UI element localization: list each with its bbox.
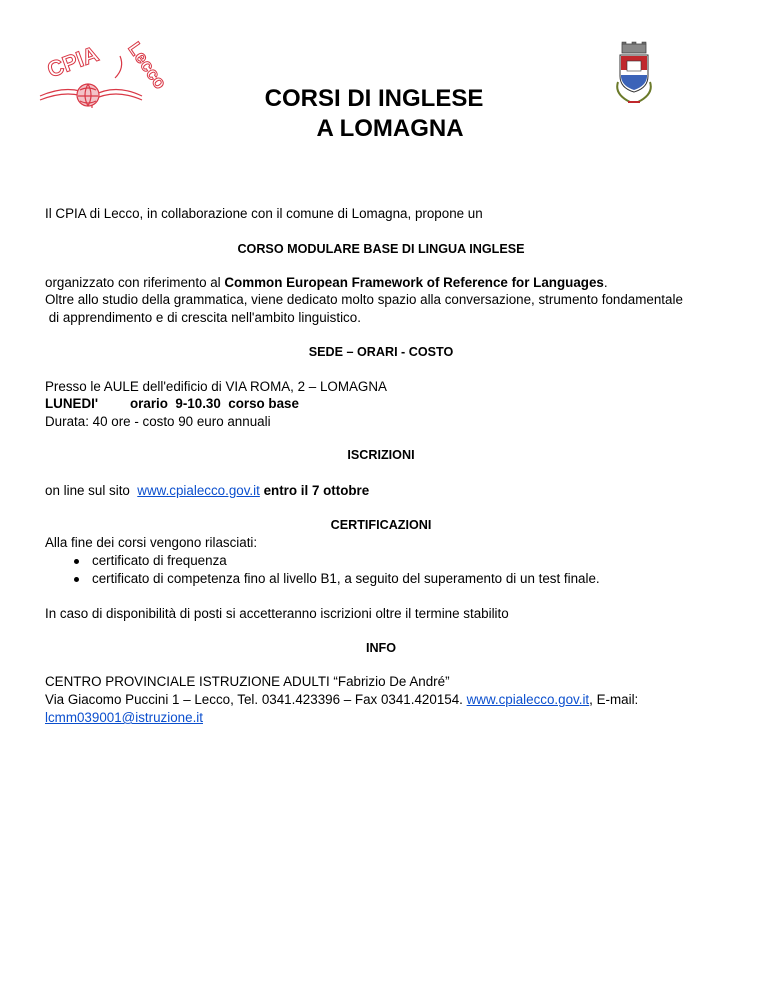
iscrizioni-line [45,482,369,500]
svg-text:Lecco: Lecco [124,38,171,93]
email-label: , E-mail: [589,692,639,707]
framework-suffix: . [603,275,608,290]
sede-address: Presso le AULE dell'edificio di VIA ROMA, 2 – LOMAGNA [45,379,387,394]
info-center-name: CENTRO PROVINCIALE ISTRUZIONE ADULTI “Fabrizio De André” [45,674,450,689]
description-line-1: Oltre allo studio della grammatica, viene dedicato molto spazio alla conversazione, strumento fondamentale [45,292,683,307]
page-title-line-1: CORSI DI INGLESE [264,85,484,112]
iscrizioni-heading: ISCRIZIONI [347,448,415,462]
svg-text:CPIA: CPIA [43,40,102,83]
website-link[interactable]: www.cpialecco.gov.it [137,483,260,498]
day-label: LUNEDI' [45,396,99,411]
schedule-text: orario 9-10.30 corso base [130,396,299,411]
sede-heading: SEDE – ORARI - COSTO [308,345,454,359]
page-title-line-2: A LOMAGNA [316,115,464,142]
email-link[interactable]: lcmm039001@istruzione.it [45,710,203,725]
info-address: Via Giacomo Puccini 1 – Lecco, Tel. 0341.423396 – Fax 0341.420154. [45,692,467,707]
email-line [45,709,203,727]
deadline-text: entro il 7 ottobre [259,483,370,498]
course-heading: CORSO MODULARE BASE DI LINGUA INGLESE [237,242,525,256]
duration-text: Durata: 40 ore - costo 90 euro annuali [45,414,271,429]
bullet-icon [74,577,79,582]
intro-text: Il CPIA di Lecco, in collaborazione con il comune di Lomagna, propone un [45,206,483,221]
bullet-icon [74,559,79,564]
certificate-item-2: certificato di competenza fino al livello B1, a seguito del superamento di un test finale. [92,571,600,586]
info-website-link[interactable]: www.cpialecco.gov.it [466,692,590,707]
framework-prefix: organizzato con riferimento al [45,275,225,290]
info-heading: INFO [365,641,397,655]
availability-note: In caso di disponibilità di posti si accetteranno iscrizioni oltre il termine stabilito [45,606,509,621]
certificazioni-heading: CERTIFICAZIONI [330,518,432,532]
framework-name: Common European Framework of Reference for Languages [224,275,604,290]
framework-line [45,274,608,292]
certificazioni-intro: Alla fine dei corsi vengono rilasciati: [45,535,258,550]
description-line-2: di apprendimento e di crescita nell'ambito linguistico. [45,310,361,325]
certificate-item-1: certificato di frequenza [92,553,227,568]
info-contacts-line [45,691,638,709]
iscrizioni-prefix: on line sul sito [45,483,138,498]
